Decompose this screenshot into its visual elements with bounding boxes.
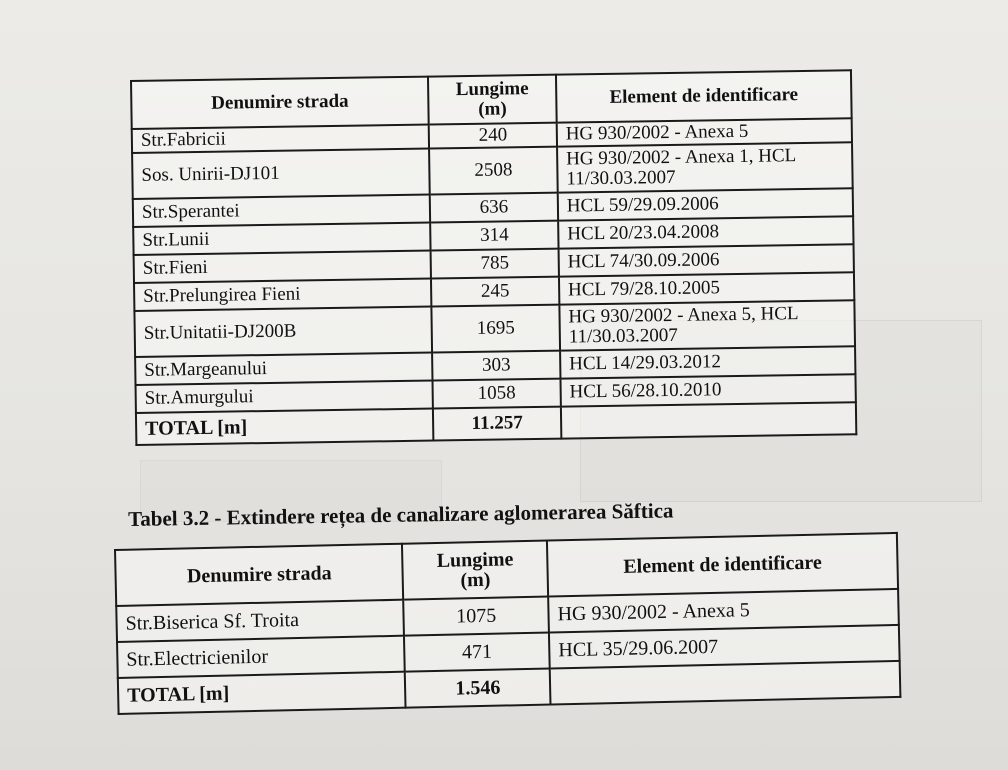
street-length: 1058 bbox=[433, 379, 561, 409]
total-value: 1.546 bbox=[405, 669, 550, 708]
street-length: 240 bbox=[429, 123, 557, 149]
header-identification: Element de identificare bbox=[547, 533, 898, 597]
street-length: 636 bbox=[430, 193, 558, 223]
street-length: 2508 bbox=[429, 147, 557, 195]
header-length-unit: (m) bbox=[478, 98, 507, 120]
street-name: Str.Lunii bbox=[133, 223, 431, 255]
street-identification: HCL 79/28.10.2005 bbox=[559, 272, 854, 304]
header-length-label: Lungime bbox=[455, 78, 529, 101]
street-name: Str.Biserica Sf. Troita bbox=[116, 600, 404, 642]
identification-line: 11/30.03.2007 bbox=[568, 324, 678, 348]
total-label: TOTAL [m] bbox=[118, 672, 406, 714]
identification-line: HG 930/2002 - Anexa 1, HCL bbox=[565, 145, 797, 170]
street-length: 1075 bbox=[404, 597, 549, 636]
street-name: Str.Unitatii-DJ200B bbox=[134, 307, 432, 357]
street-identification: HCL 20/23.04.2008 bbox=[558, 216, 853, 248]
street-identification bbox=[559, 300, 855, 350]
street-length: 303 bbox=[432, 351, 560, 381]
street-identification: HCL 56/28.10.2010 bbox=[560, 374, 855, 406]
street-name: Str.Margeanului bbox=[135, 353, 433, 385]
street-identification: HCL 35/29.06.2007 bbox=[549, 625, 900, 669]
header-length-label: Lungime bbox=[436, 548, 514, 572]
street-identification bbox=[557, 142, 853, 192]
street-name: Str.Amurgului bbox=[136, 381, 434, 413]
street-identification: HG 930/2002 - Anexa 5 bbox=[557, 118, 852, 146]
street-name: Str.Electricienilor bbox=[117, 636, 405, 678]
street-identification: HG 930/2002 - Anexa 5 bbox=[548, 589, 899, 633]
header-length bbox=[402, 541, 548, 600]
streets-table-2 bbox=[114, 532, 901, 715]
street-length: 245 bbox=[431, 277, 559, 307]
street-length: 785 bbox=[431, 249, 559, 279]
street-length: 471 bbox=[404, 633, 549, 672]
identification-line: HG 930/2002 - Anexa 5, HCL bbox=[568, 303, 799, 328]
header-identification: Element de identificare bbox=[556, 70, 852, 122]
total-label: TOTAL [m] bbox=[136, 409, 434, 445]
street-name: Sos. Unirii-DJ101 bbox=[132, 149, 430, 199]
table-caption: Tabel 3.2 - Extindere rețea de canalizare aglomerarea Săftica bbox=[128, 498, 674, 531]
street-length: 1695 bbox=[432, 305, 560, 353]
street-name: Str.Prelungirea Fieni bbox=[134, 279, 432, 311]
total-identification-empty bbox=[561, 402, 857, 438]
street-length: 314 bbox=[430, 221, 558, 251]
header-street-name: Denumire strada bbox=[115, 544, 403, 606]
street-name: Str.Fabricii bbox=[132, 125, 429, 153]
street-name: Str.Sperantei bbox=[133, 195, 431, 227]
streets-table-1 bbox=[130, 69, 857, 446]
header-length-unit: (m) bbox=[460, 568, 491, 592]
header-street-name: Denumire strada bbox=[131, 77, 429, 129]
street-identification: HCL 74/30.09.2006 bbox=[558, 244, 853, 276]
identification-line: 11/30.03.2007 bbox=[566, 166, 676, 190]
header-length bbox=[428, 75, 556, 125]
street-identification: HCL 59/29.09.2006 bbox=[558, 188, 853, 220]
street-identification: HCL 14/29.03.2012 bbox=[560, 346, 855, 378]
street-name: Str.Fieni bbox=[134, 251, 432, 283]
total-identification-empty bbox=[550, 661, 901, 705]
total-value: 11.257 bbox=[433, 407, 561, 441]
